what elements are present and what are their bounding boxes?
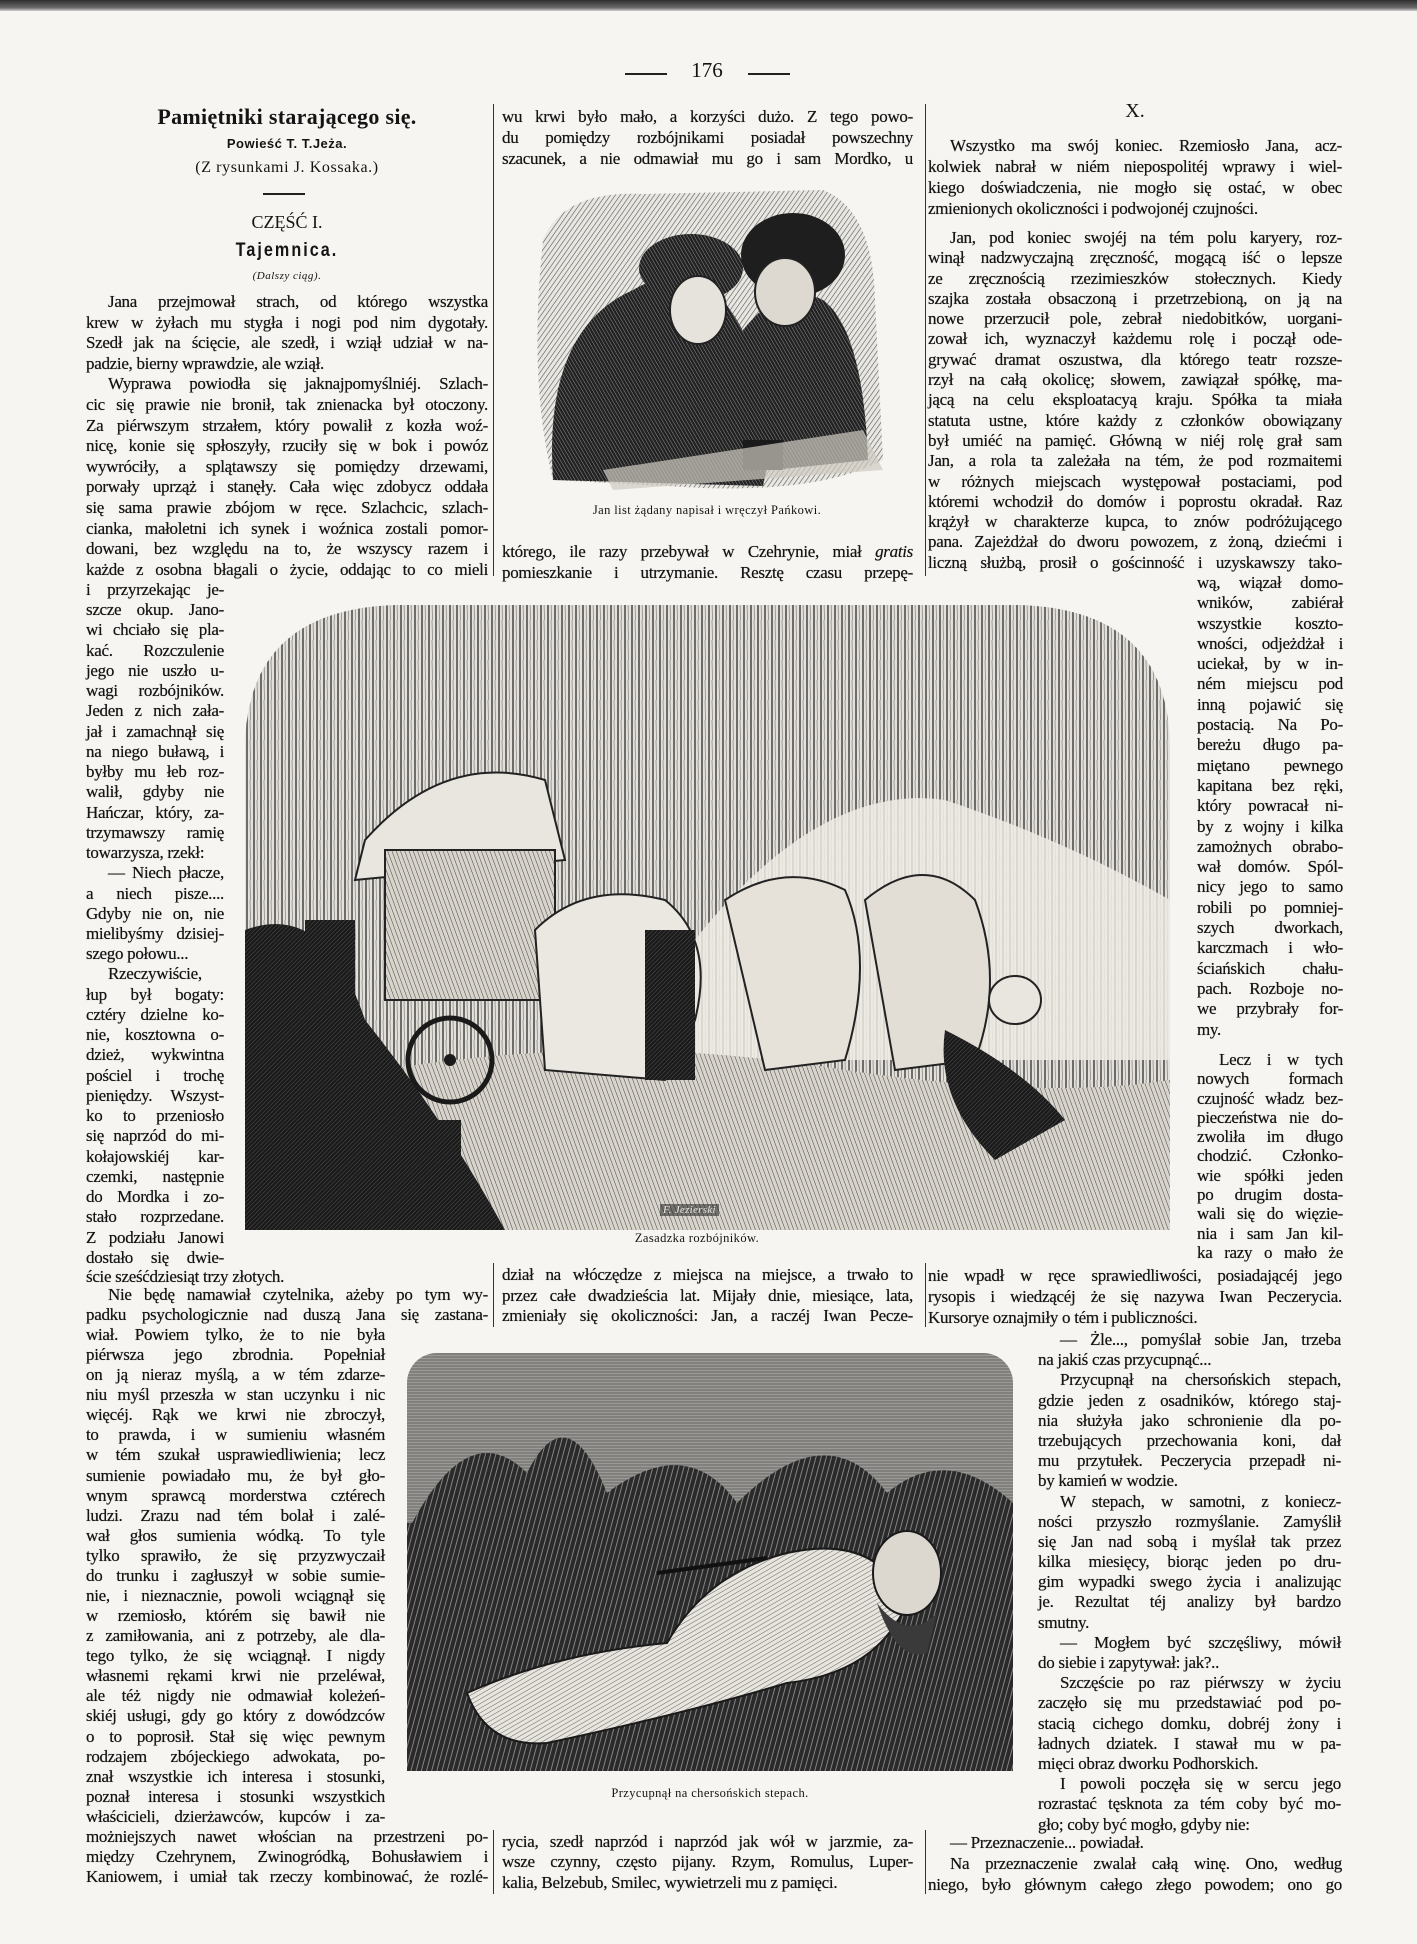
text-line: trzebujących przechowania koni, dał: [1038, 1430, 1341, 1450]
text-line: się Jan nad sobą i myślał tak przez: [1038, 1531, 1341, 1551]
text-line: chodzić. Członko-: [1197, 1146, 1343, 1166]
text-line: kołajowskiéj kar-: [86, 1146, 224, 1166]
text-line: gdzie jeden z osadników, którego staj-: [1038, 1390, 1341, 1410]
text-line: krew w żyłach mu stygła i nogi pod nim dygotały.: [86, 312, 488, 332]
text-line: Na przeznaczenie zwalał całą winę. Ono, według: [950, 1854, 1342, 1873]
column-3-narrow-text: [1197, 573, 1343, 1040]
text-line: winął nadzwyczajną zręczność, mogącą iść o lepsze: [928, 248, 1342, 268]
text-line: który powracał ni-: [1197, 796, 1343, 816]
text-line: miętano pewnego: [1197, 755, 1343, 775]
text-line: niu myśl przeszła w stan uczynku i nic: [86, 1385, 385, 1405]
text-line: padzie, bierny wprawdzie, ale wziął.: [86, 353, 324, 373]
text-line: statuta ustne, które każdy z członków obowiązany: [928, 410, 1342, 430]
text-line: się sama prawie zbójom w ręce. Szlachcic, szlach-: [86, 497, 488, 517]
text-line: czemki, następnie: [86, 1166, 224, 1186]
text-line: do Mordka i zo-: [86, 1187, 224, 1207]
text-line: rysopis i wiedzącéj że się nazywa Iwan Peczerycia.: [928, 1287, 1342, 1306]
text-line: nowe przerzucił pole, zebrał niedobitków, uorgani-: [928, 309, 1342, 329]
text-line: nia służyła jako schronienie dla po-: [1038, 1410, 1341, 1430]
text-line: to prawda, i w sumieniu własném: [86, 1425, 385, 1445]
italic-word: gratis: [875, 542, 913, 561]
text-line: mięci obraz dworku Podhorskich.: [1038, 1753, 1259, 1773]
text-line: Rzeczywiście,: [108, 964, 202, 984]
text-line: rzył na całą okolicę; słowem, zawiązał spółkę, ma-: [928, 370, 1342, 390]
text-line: szego połowu...: [86, 944, 189, 964]
text-line: pana. Zajeżdżał do dworu powozem, z żoną, dziećmi i: [928, 532, 1342, 552]
text-line: tylko sprawiło, że się przyzwyczaił: [86, 1545, 385, 1565]
text-line: zmienionych okoliczności i podwojonéj czujności.: [928, 199, 1258, 218]
column-rule: [925, 104, 926, 576]
text-line: kapitana bez ręki,: [1197, 775, 1343, 795]
column-2-mid-text: [502, 1265, 913, 1327]
text-line: Kursorye oznajmiły o tém i publiczności.: [928, 1308, 1198, 1327]
column-1-narrow-tail: ście sześćdziesiąt trzy złotych.: [86, 1267, 285, 1286]
text-line: ładnych dziatek. I stawał mu w pa-: [1038, 1733, 1341, 1753]
text-line: — Żle..., pomyślał sobie Jan, trzeba: [1060, 1330, 1341, 1349]
text-line: kiego doświadczenia, nie mogło się ostać, w obec: [928, 178, 1342, 197]
text-line: rodzajem zbójeckiego adwokata, po-: [86, 1746, 385, 1766]
text-line: ale téż nigdy nie odmawiał koleżeń-: [86, 1686, 385, 1706]
text-line: jał i zamachnął się: [86, 721, 224, 741]
text-line: w tém szukał usprawiedliwienia; lecz: [86, 1445, 385, 1465]
column-3-bottom-text: [928, 1832, 1342, 1895]
text-line: rycia, szedł naprzód i naprzód jak wół w jarzmie, za-: [502, 1832, 913, 1851]
text-line: padku psychologicznie nad duszą Jana się zastana-: [86, 1305, 488, 1325]
text-line: o to poprosił. Stał się więc pewnym: [86, 1726, 385, 1746]
scan-edge: [0, 0, 1417, 11]
text-line: zwoliła im długo: [1197, 1127, 1343, 1147]
text-line: któremi wchodził do domów i poprostu okradał. Raz: [928, 491, 1342, 511]
text-line: cianka, małoletni ich synek i woźnica zostali pomor-: [86, 518, 488, 538]
text-line: Kaniowem, i umiał tak rzeczy kombinować, że rozlé-: [86, 1867, 488, 1886]
column-rule: [925, 1830, 926, 1894]
text-line: do trunku i zagłuszył w sobie sumie-: [86, 1565, 385, 1585]
column-2-text-after-caption: [502, 541, 913, 583]
text-line: po drugim dosta-: [1197, 1185, 1343, 1205]
text-line: zaczęło się mu przedstawiać pod po-: [1038, 1693, 1341, 1713]
text-line: pieczeństwa nie do-: [1197, 1107, 1343, 1127]
text-line: — Niech płacze,: [108, 863, 224, 883]
text-line: czujność władz bez-: [1197, 1088, 1343, 1108]
text-line: Jeden z nich zała-: [86, 701, 224, 721]
text-line: dowani, bez względu na to, że wszyscy razem i: [86, 539, 488, 559]
text-line: i przyrzekając je-: [86, 580, 224, 599]
page-number-dash-right: [748, 73, 790, 75]
illustration-1-caption: Jan list żądany napisał i wręczył Pańkowi.: [592, 503, 822, 517]
text-line: postacią. Na Po-: [1197, 715, 1343, 735]
text-line: cztéry dzielne ko-: [86, 1004, 224, 1024]
text-line: wności, odjeżdżał i: [1197, 633, 1343, 653]
text-line: był umiéć na pamięć. Główną w niéj rolę grał sam: [928, 430, 1342, 450]
text-line: znał wszystkie ich interesa i stosunki,: [86, 1766, 385, 1786]
text-line: kolwiek nabrał w niém niepospolitéj wprawy i wiel-: [928, 157, 1342, 176]
text-line: Hańczar, który, za-: [86, 802, 224, 822]
text-line: Wyprawa powiodła się jaknajpomyślniéj. Szlach-: [108, 374, 488, 394]
text-line: a niech pisze....: [86, 883, 224, 903]
illustration-ambush: [245, 600, 1171, 1230]
illustration-2-engraver-signature: F. Jezierski: [660, 1204, 719, 1216]
text-line: wali się do więzie-: [1197, 1204, 1343, 1224]
text-line: szych dworkach,: [1197, 918, 1343, 938]
text-line: smutny.: [1038, 1612, 1090, 1632]
text-line: uciekał, by w in-: [1197, 654, 1343, 674]
text-line: Jan, a rola ta zależała na tém, że pod rozmaitemi: [928, 451, 1342, 471]
text-line: wi chciało się pla-: [86, 620, 224, 640]
text-line: ściańskich chału-: [1197, 958, 1343, 978]
column-rule: [493, 104, 494, 576]
text-line: ném miejscu pod: [1197, 674, 1343, 694]
text-line: pościel i trochę: [86, 1065, 224, 1085]
illustration-2-caption: Zasadzka rozbójników.: [634, 1231, 760, 1245]
text-line: — Mogłem być szczęśliwy, mówił: [1060, 1632, 1341, 1652]
text-line: karczmach i wło-: [1197, 938, 1343, 958]
text-line: grywać dramat oszustwa, dla którego teatr rozsze-: [928, 349, 1342, 369]
text-line: dostało się dwie-: [86, 1247, 224, 1267]
text-line: wsze czynny, często pijany. Rzym, Romulus, Luper-: [502, 1852, 913, 1872]
text-line: Szedł jak na ścięcie, ale szedł, i wziął udział w na-: [86, 333, 488, 353]
text-line: wagi rozbójników.: [86, 681, 224, 701]
text-line: Z podziału Janowi: [86, 1227, 224, 1247]
text-line: bereżu długo pa-: [1197, 735, 1343, 755]
text-line: na jakiś czas przycupnąć...: [1038, 1350, 1212, 1370]
text-line: ludzi. Zrazu nad tém bolał i zalé-: [86, 1505, 385, 1525]
text-line: — Przeznaczenie... powiadał.: [950, 1833, 1144, 1852]
text-line: Jan, pod koniec swojéj na tém polu karyery, roz-: [950, 228, 1342, 247]
text-line: wał domów. Spól-: [1197, 857, 1343, 877]
text-line: kać. Rozczulenie: [86, 640, 224, 660]
text-line: się naprzód do mi-: [86, 1126, 224, 1146]
text-line: W stepach, w samotni, z koniecz-: [1060, 1491, 1341, 1511]
text-line: we przybrały for-: [1197, 999, 1343, 1019]
text-line: zamożnych obrabo-: [1197, 836, 1343, 856]
text-line: wiał. Powiem tylko, że to nie była: [86, 1325, 385, 1344]
text-line: Nie będę namawiał czytelnika, ażeby po tym wy-: [108, 1285, 488, 1304]
text-line: skiéj usługi, gdy go który z dowódzców: [86, 1706, 385, 1726]
chapter-heading: Tajemnica.: [235, 240, 339, 261]
column-3-intro-text: [928, 135, 1342, 219]
text-line: pach. Rozboje no-: [1197, 978, 1343, 998]
text-line: dział na włóczędze z miejsca na miejsce, a trwało to: [502, 1265, 913, 1284]
text-line: na niego buławą, i: [86, 741, 224, 761]
text-line: mu przytułek. Peczerycia przepadł ni-: [1038, 1451, 1341, 1471]
section-number: X.: [1125, 100, 1145, 122]
text-line: cic się prawie nie bronił, tak znienacka był otoczony.: [86, 394, 488, 414]
text-line: Za piérwszym strzałem, który powalił z kozła woź-: [86, 415, 488, 435]
text-line: więcéj. Rąk we krwi nie zbroczył,: [86, 1405, 385, 1425]
column-1-top-text: [86, 292, 488, 580]
text-line: kalia, Belzebub, Smilec, wywietrzeli mu z pamięci.: [502, 1872, 838, 1892]
text-line: zował ich, wyznaczył każdemu rolę i począł ode-: [928, 329, 1342, 349]
column-2-bottom-text: [502, 1832, 913, 1893]
text-line: wywróciły, a splątawszy się pomiędzy drzewami,: [86, 456, 488, 476]
text-segment: którego, ile razy przebywał w Czehrynie, miał: [502, 542, 876, 561]
column-rule: [925, 1263, 926, 1327]
text-line: I powoli poczęła się w sercu jego: [1060, 1774, 1341, 1794]
text-line: nowych formach: [1197, 1069, 1343, 1089]
column-3-mid-text: [928, 1265, 1342, 1328]
text-line: z zamiłowania, ani z potrzeby, ale dla-: [86, 1626, 385, 1646]
text-line: nie, kosztowna o-: [86, 1025, 224, 1045]
text-line: robili po pomniej-: [1197, 897, 1343, 917]
text-line: by z wojny i kilka: [1197, 816, 1343, 836]
text-line: gim wypadki swego życia i analizując: [1038, 1572, 1341, 1592]
column-1-mid-text: [86, 1285, 488, 1325]
part-heading: CZĘŚĆ I.: [251, 212, 323, 232]
text-line: wszystkie koszto-: [1197, 613, 1343, 633]
text-line: możniejszych nawet włościan na przestrzeni po-: [86, 1827, 488, 1846]
text-line: przez całe dwadzieścia lat. Mijały dnie, miesiące, lata,: [502, 1285, 913, 1305]
text-line: wał głos sumienia wódką. To tyle: [86, 1525, 385, 1545]
text-line: mielibyśmy dzisiej-: [86, 923, 224, 943]
text-line: gło; coby być mogło, gdyby nie:: [1038, 1814, 1250, 1834]
text-line: pieniędzy. Wszyst-: [86, 1085, 224, 1105]
text-line: stało rozprzedane.: [86, 1207, 224, 1227]
text-line: Lecz i w tych: [1219, 1050, 1343, 1069]
text-line: szcze okup. Jano-: [86, 600, 224, 620]
text-line: tego tylko, że się wciągnął. I nigdy: [86, 1646, 385, 1666]
text-line: ności przyszło rozmyślanie. Zamyślił: [1038, 1511, 1341, 1531]
column-2-top-text: [502, 106, 913, 169]
column-rule: [493, 1263, 494, 1327]
text-line: jącą na celu eksploatacyą kraju. Spółka ta miała: [928, 390, 1342, 410]
column-3-narrow-text-2: [1197, 1050, 1343, 1262]
text-line: wnym sprawcą morderstwa cztérech: [86, 1485, 385, 1505]
text-line: Przycupnął na chersońskich stepach,: [1060, 1370, 1341, 1390]
text-line: du pomiędzy rozbójnikami posiadał powszechny: [502, 128, 913, 147]
column-rule: [493, 1830, 494, 1894]
text-line: między Czehrynem, Zwinogródką, Bohusławiem i: [86, 1847, 488, 1866]
text-line: jego nie uszło u-: [86, 660, 224, 680]
text-line: nicy jego to samo: [1197, 877, 1343, 897]
text-line: porwały uprząż i stanęły. Cała więc zdobycz oddała: [86, 477, 488, 497]
column-1-bottom-text: [86, 1827, 488, 1887]
page-number: 176: [691, 58, 723, 82]
text-line: nia i sam Jan kil-: [1197, 1223, 1343, 1243]
text-line: pomieszkanie i utrzymanie. Resztę czasu przepę-: [502, 563, 913, 582]
text-line: szacunek, a nie odmawiał mu go i sam Mordko, u: [502, 149, 913, 168]
text-line: Wszystko ma swój koniec. Rzemiosło Jana, acz-: [950, 136, 1342, 155]
text-line: piérwsza jego zbrodnia. Popełniał: [86, 1345, 385, 1365]
text-line: wie spółki jeden: [1197, 1165, 1343, 1185]
text-line: szajka została obsaczoną i przetrzebioną, on ją na: [928, 288, 1342, 308]
column-1-narrow-text-lower: [86, 1325, 385, 1827]
text-line: sumienie powiadało mu, że był gło-: [86, 1465, 385, 1485]
text-line: nie wpadł w ręce sprawiedliwości, posiadającéj jego: [928, 1266, 1342, 1285]
text-line: by kamień w wodzie.: [1038, 1471, 1178, 1491]
illustration-3-caption: Przycupnął na chersońskich stepach.: [611, 1786, 809, 1800]
text-line: każde z osobna błagali o życie, oddając to co mieli: [86, 559, 488, 579]
column-1-narrow-text: [86, 580, 224, 1268]
text-line: dzież, wykwintna: [86, 1045, 224, 1065]
text-line: [502, 541, 913, 562]
text-line: towarzysza, rzekł:: [86, 843, 205, 863]
text-line: kilka miesięcy, biorąc jeden po dru-: [1038, 1552, 1341, 1572]
text-line: ka razy o mało że: [1197, 1242, 1343, 1262]
text-line: Szczęście po raz piérwszy w życiu: [1060, 1673, 1341, 1693]
text-line: my.: [1197, 1019, 1221, 1039]
text-line: wu krwi było mało, a korzyści dużo. Z tego powo-: [502, 107, 913, 126]
text-line: Gdyby nie on, nie: [86, 903, 224, 923]
continued-note: (Dalszy ciąg).: [252, 270, 322, 282]
text-line: wników, zabiérał: [1197, 593, 1343, 613]
text-line: rozrastać tęsknota za tém coby być mo-: [1038, 1794, 1341, 1814]
text-line: ze zręcznością rzezimieszków stołecznych. Kiedy: [928, 268, 1342, 288]
text-line: nie, i nieznacznie, powoli wciągnął się: [86, 1586, 385, 1606]
article-title: Pamiętniki starającego się.: [157, 104, 417, 129]
text-line: zmieniały się okoliczności: Jan, a raczéj Iwan Pecze-: [502, 1306, 913, 1325]
text-line: właścicieli, dzierżawców, kupców i za-: [86, 1806, 385, 1826]
text-line: niego, było głównym całego złego powodem; ono go: [928, 1875, 1342, 1894]
text-line: liczną służbą, prosił o gościnność i uzyskawszy tako-: [928, 552, 1342, 572]
text-line: do siebie i zapytywał: jak?..: [1038, 1653, 1220, 1672]
text-line: je. Rezultat téj analizy był bardzo: [1038, 1592, 1341, 1612]
text-line: walił, gdyby nie: [86, 782, 224, 802]
text-line: w rzemiosło, którém się bawił nie: [86, 1606, 385, 1626]
text-line: inną pojawić się: [1197, 694, 1343, 714]
text-line: łup był bogaty:: [86, 984, 224, 1004]
text-line: trzymawszy ramię: [86, 822, 224, 842]
text-line: własnemi rękami krwi nie przeléwał,: [86, 1666, 385, 1686]
illustrator-credit: (Z rysunkami J. Kossaka.): [195, 159, 379, 176]
column-3-narrow-text-lower: [1038, 1330, 1341, 1835]
column-3-top-text: [928, 228, 1342, 573]
text-line: w różnych miejscach występował postaciami, pod: [928, 471, 1342, 491]
article-subtitle: Powieść T. T.Jeża.: [226, 136, 348, 151]
text-line: poznał interesa i stosunki wszystkich: [86, 1786, 385, 1806]
text-line: on ją nieraz myślą, a w tém zdarze-: [86, 1365, 385, 1385]
heading-rule: [263, 193, 305, 195]
text-line: stacią cichego domku, dobréj żony i: [1038, 1713, 1341, 1733]
text-line: nicę, konie się spłoszyły, rzuciły się w bok i powóz: [86, 436, 488, 456]
text-line: krążył w charakterze kupca, to znów podróżującego: [928, 512, 1342, 532]
text-line: byłby mu łeb roz-: [86, 762, 224, 782]
illustration-steppe: [407, 1353, 1013, 1771]
text-line: wą, wiązał domo-: [1197, 573, 1343, 592]
illustration-letter-writing: [523, 180, 891, 492]
text-line: Jana przejmował strach, od którego wszystka: [108, 292, 488, 311]
text-line: ko to przeniosło: [86, 1106, 224, 1126]
